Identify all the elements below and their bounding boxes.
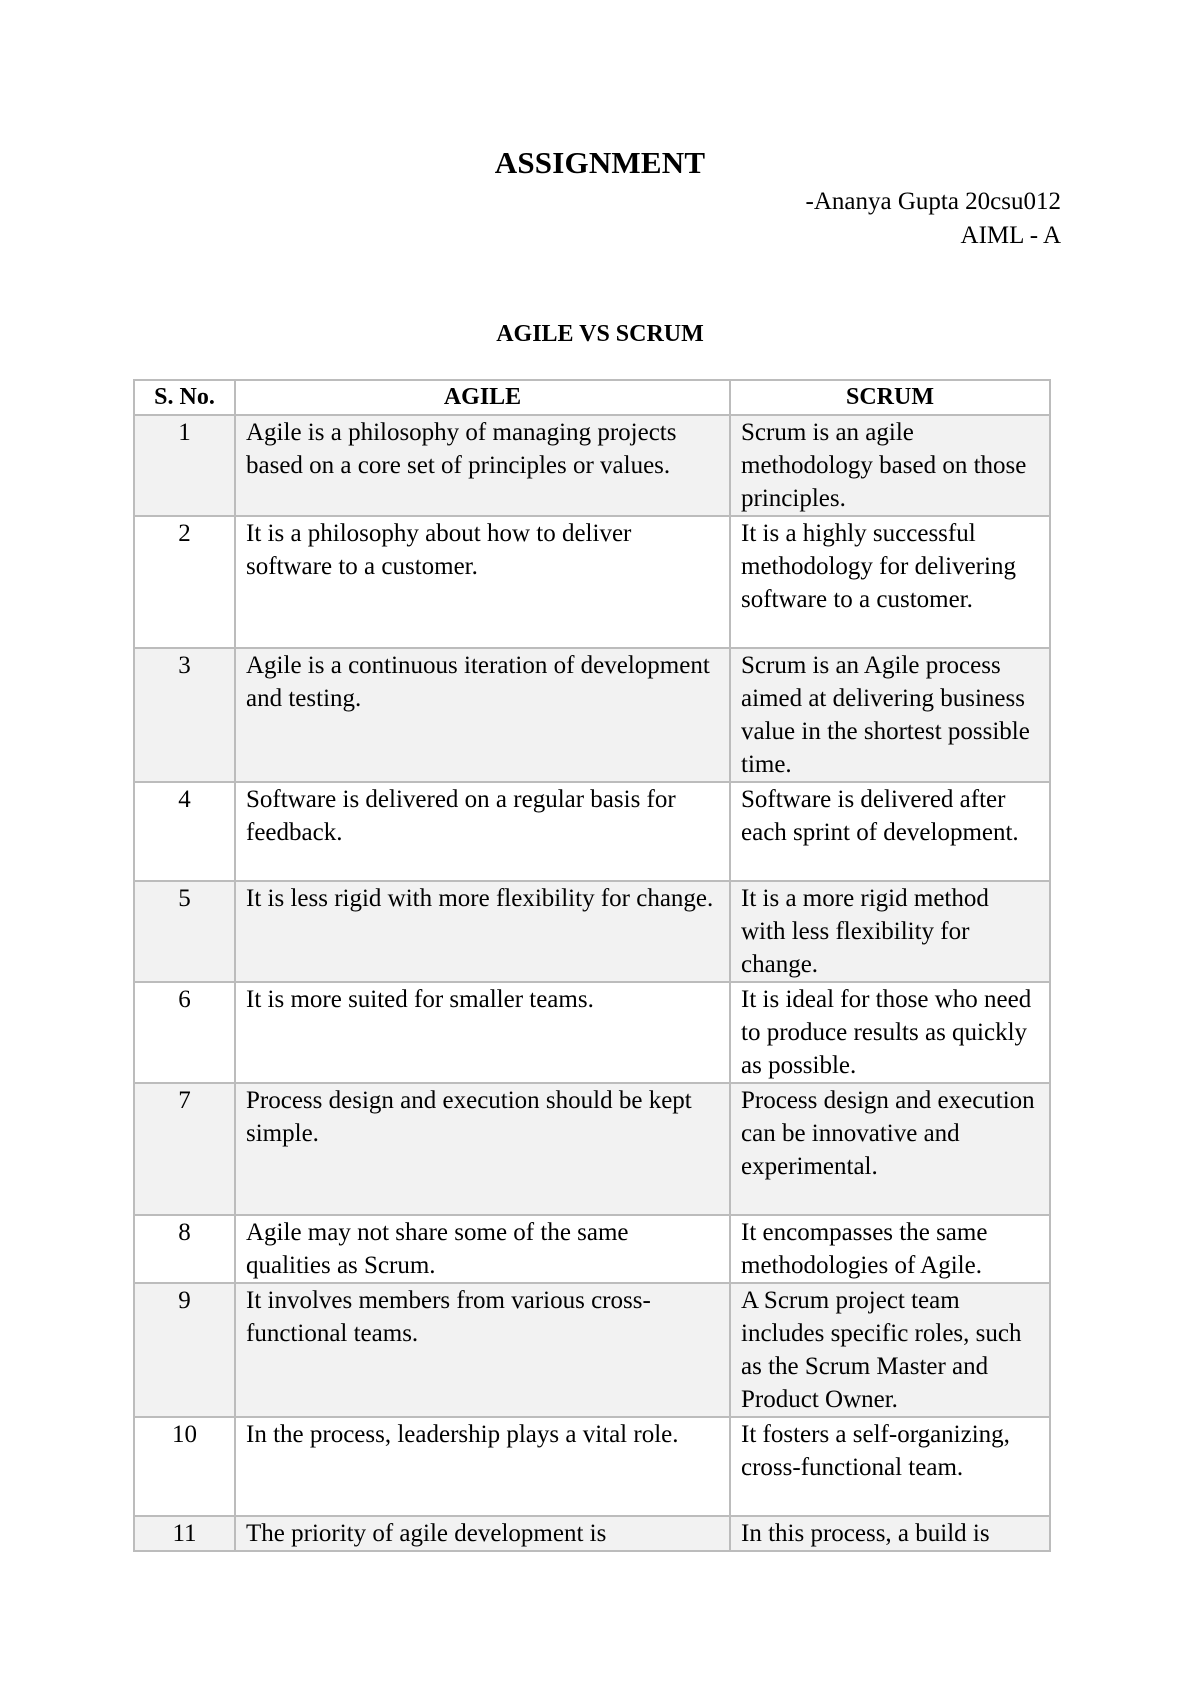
row-number: 11 xyxy=(134,1516,235,1551)
row-number: 2 xyxy=(134,516,235,648)
scrum-cell: A Scrum project team includes specific roles, such as the Scrum Master and Product Owner. xyxy=(730,1283,1050,1417)
author-line: -Ananya Gupta 20csu012 xyxy=(805,188,1061,215)
agile-cell: Agile may not share some of the same qualities as Scrum. xyxy=(235,1215,730,1283)
table-row xyxy=(134,982,1050,1083)
table-row xyxy=(134,1283,1050,1417)
author-block xyxy=(806,185,1062,253)
agile-cell: It is more suited for smaller teams. xyxy=(235,982,730,1083)
agile-cell: The priority of agile development is xyxy=(235,1516,730,1551)
scrum-cell: It is a more rigid method with less flexibility for change. xyxy=(730,881,1050,982)
table-row xyxy=(134,516,1050,648)
agile-cell: Software is delivered on a regular basis for feedback. xyxy=(235,782,730,881)
row-number: 10 xyxy=(134,1417,235,1516)
agile-cell: Agile is a philosophy of managing projects based on a core set of principles or values. xyxy=(235,415,730,516)
document-title: ASSIGNMENT xyxy=(494,145,706,180)
agile-cell: Process design and execution should be kept simple. xyxy=(235,1083,730,1215)
row-number: 4 xyxy=(134,782,235,881)
table-row xyxy=(134,782,1050,881)
scrum-cell: Scrum is an Agile process aimed at delivering business value in the shortest possible time. xyxy=(730,648,1050,782)
scrum-cell: Software is delivered after each sprint of development. xyxy=(730,782,1050,881)
scrum-cell: It fosters a self-organizing, cross-functional team. xyxy=(730,1417,1050,1516)
row-number: 8 xyxy=(134,1215,235,1283)
agile-cell: It is less rigid with more flexibility for change. xyxy=(235,881,730,982)
agile-cell: Agile is a continuous iteration of development and testing. xyxy=(235,648,730,782)
row-number: 5 xyxy=(134,881,235,982)
header-agile: AGILE xyxy=(235,380,730,415)
agile-cell: It is a philosophy about how to deliver software to a customer. xyxy=(235,516,730,648)
agile-cell: In the process, leadership plays a vital role. xyxy=(235,1417,730,1516)
row-number: 7 xyxy=(134,1083,235,1215)
header-scrum: SCRUM xyxy=(730,380,1050,415)
scrum-cell: Scrum is an agile methodology based on those principles. xyxy=(730,415,1050,516)
table-row xyxy=(134,1083,1050,1215)
table-row xyxy=(134,881,1050,982)
table-row xyxy=(134,415,1050,516)
row-number: 3 xyxy=(134,648,235,782)
scrum-cell: It encompasses the same methodologies of Agile. xyxy=(730,1215,1050,1283)
row-number: 9 xyxy=(134,1283,235,1417)
section-title: AGILE VS SCRUM xyxy=(496,321,704,347)
scrum-cell: It is a highly successful methodology for delivering software to a customer. xyxy=(730,516,1050,648)
table-header-row xyxy=(134,380,1050,415)
row-number: 6 xyxy=(134,982,235,1083)
scrum-cell: Process design and execution can be innovative and experimental. xyxy=(730,1083,1050,1215)
header-sno: S. No. xyxy=(134,380,235,415)
table-row xyxy=(134,648,1050,782)
table-row xyxy=(134,1215,1050,1283)
comparison-table xyxy=(133,379,1051,1552)
scrum-cell: It is ideal for those who need to produce results as quickly as possible. xyxy=(730,982,1050,1083)
row-number: 1 xyxy=(134,415,235,516)
agile-cell: It involves members from various cross-functional teams. xyxy=(235,1283,730,1417)
table-row xyxy=(134,1516,1050,1551)
scrum-cell: In this process, a build is xyxy=(730,1516,1050,1551)
class-line: AIML - A xyxy=(960,222,1061,249)
table-row xyxy=(134,1417,1050,1516)
